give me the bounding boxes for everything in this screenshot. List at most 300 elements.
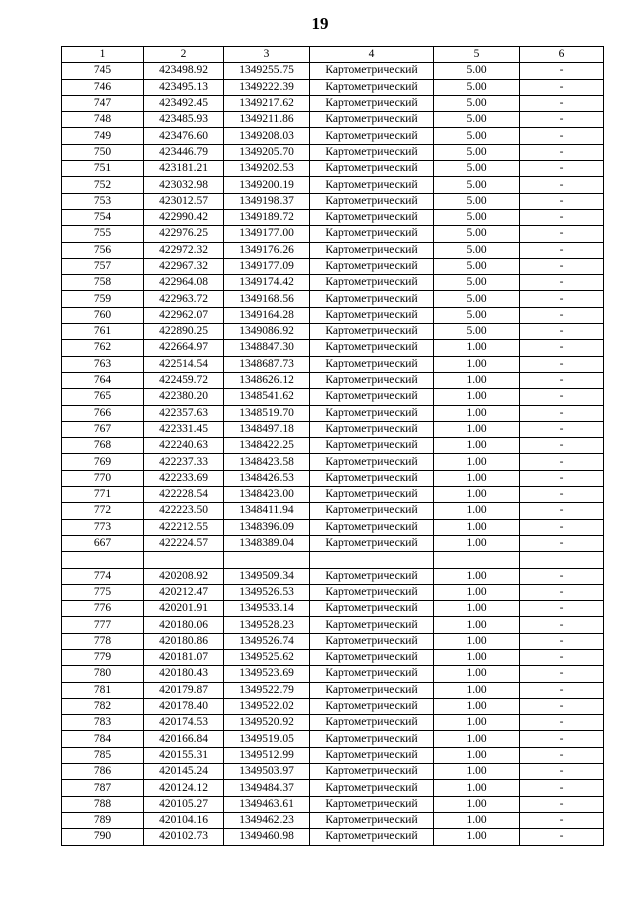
table-row xyxy=(62,144,604,160)
point-number-cell: 773 xyxy=(62,519,144,535)
description-cell: - xyxy=(520,747,604,763)
accuracy-cell: 1.00 xyxy=(434,764,520,780)
x-coordinate-cell: 420166.84 xyxy=(144,731,224,747)
table-row xyxy=(62,715,604,731)
y-coordinate-cell: 1348541.62 xyxy=(224,389,310,405)
table-row xyxy=(62,519,604,535)
method-cell: Картометрический xyxy=(310,731,434,747)
description-cell: - xyxy=(520,682,604,698)
accuracy-cell: 1.00 xyxy=(434,698,520,714)
accuracy-cell: 5.00 xyxy=(434,307,520,323)
table-row xyxy=(62,372,604,388)
point-number-cell: 747 xyxy=(62,95,144,111)
y-coordinate-cell: 1348422.25 xyxy=(224,438,310,454)
description-cell: - xyxy=(520,649,604,665)
y-coordinate-cell: 1349523.69 xyxy=(224,666,310,682)
method-cell: Картометрический xyxy=(310,633,434,649)
y-coordinate-cell: 1349460.98 xyxy=(224,829,310,845)
method-cell: Картометрический xyxy=(310,698,434,714)
accuracy-cell: 1.00 xyxy=(434,796,520,812)
x-coordinate-cell: 422963.72 xyxy=(144,291,224,307)
point-number-cell: 768 xyxy=(62,438,144,454)
y-coordinate-cell: 1349198.37 xyxy=(224,193,310,209)
x-coordinate-cell: 422964.08 xyxy=(144,275,224,291)
point-number-cell: 783 xyxy=(62,715,144,731)
method-cell xyxy=(310,552,434,568)
method-cell: Картометрический xyxy=(310,519,434,535)
point-number-cell: 756 xyxy=(62,242,144,258)
x-coordinate-cell: 422890.25 xyxy=(144,324,224,340)
y-coordinate-cell: 1349519.05 xyxy=(224,731,310,747)
accuracy-cell: 5.00 xyxy=(434,324,520,340)
x-coordinate-cell: 422976.25 xyxy=(144,226,224,242)
table-row xyxy=(62,796,604,812)
accuracy-cell: 1.00 xyxy=(434,812,520,828)
accuracy-cell: 1.00 xyxy=(434,405,520,421)
description-cell: - xyxy=(520,226,604,242)
method-cell: Картометрический xyxy=(310,601,434,617)
x-coordinate-cell: 423495.13 xyxy=(144,79,224,95)
accuracy-cell: 1.00 xyxy=(434,519,520,535)
x-coordinate-cell: 422967.32 xyxy=(144,258,224,274)
description-cell: - xyxy=(520,356,604,372)
point-number-cell: 789 xyxy=(62,812,144,828)
point-number-cell: 781 xyxy=(62,682,144,698)
point-number-cell: 750 xyxy=(62,144,144,160)
y-coordinate-cell: 1349528.23 xyxy=(224,617,310,633)
method-cell: Картометрический xyxy=(310,79,434,95)
x-coordinate-cell: 420201.91 xyxy=(144,601,224,617)
table-row xyxy=(62,421,604,437)
header-cell-3: 3 xyxy=(224,47,310,63)
description-cell: - xyxy=(520,796,604,812)
y-coordinate-cell: 1349509.34 xyxy=(224,568,310,584)
method-cell: Картометрический xyxy=(310,503,434,519)
description-cell: - xyxy=(520,389,604,405)
x-coordinate-cell: 423476.60 xyxy=(144,128,224,144)
point-number-cell: 780 xyxy=(62,666,144,682)
method-cell: Картометрический xyxy=(310,584,434,600)
y-coordinate-cell: 1349189.72 xyxy=(224,209,310,225)
table-row xyxy=(62,568,604,584)
accuracy-cell: 1.00 xyxy=(434,356,520,372)
method-cell: Картометрический xyxy=(310,715,434,731)
header-cell-4: 4 xyxy=(310,47,434,63)
method-cell: Картометрический xyxy=(310,291,434,307)
point-number-cell: 790 xyxy=(62,829,144,845)
method-cell: Картометрический xyxy=(310,796,434,812)
x-coordinate-cell: 423032.98 xyxy=(144,177,224,193)
y-coordinate-cell: 1349525.62 xyxy=(224,649,310,665)
method-cell: Картометрический xyxy=(310,812,434,828)
x-coordinate-cell: 420145.24 xyxy=(144,764,224,780)
y-coordinate-cell: 1349086.92 xyxy=(224,324,310,340)
x-coordinate-cell: 420102.73 xyxy=(144,829,224,845)
table-row xyxy=(62,601,604,617)
x-coordinate-cell: 422380.20 xyxy=(144,389,224,405)
point-number-cell: 788 xyxy=(62,796,144,812)
point-number-cell: 757 xyxy=(62,258,144,274)
accuracy-cell: 5.00 xyxy=(434,258,520,274)
y-coordinate-cell: 1349503.97 xyxy=(224,764,310,780)
accuracy-cell: 1.00 xyxy=(434,454,520,470)
method-cell: Картометрический xyxy=(310,747,434,763)
y-coordinate-cell: 1349520.92 xyxy=(224,715,310,731)
accuracy-cell: 5.00 xyxy=(434,209,520,225)
accuracy-cell: 5.00 xyxy=(434,226,520,242)
table-row xyxy=(62,193,604,209)
method-cell: Картометрический xyxy=(310,356,434,372)
description-cell: - xyxy=(520,584,604,600)
point-number-cell: 753 xyxy=(62,193,144,209)
point-number-cell: 746 xyxy=(62,79,144,95)
point-number-cell: 782 xyxy=(62,698,144,714)
x-coordinate-cell: 420124.12 xyxy=(144,780,224,796)
table-row xyxy=(62,389,604,405)
method-cell: Картометрический xyxy=(310,470,434,486)
table-header xyxy=(62,47,604,63)
point-number-cell: 771 xyxy=(62,487,144,503)
description-cell: - xyxy=(520,829,604,845)
y-coordinate-cell: 1349202.53 xyxy=(224,161,310,177)
accuracy-cell: 1.00 xyxy=(434,780,520,796)
method-cell: Картометрический xyxy=(310,487,434,503)
point-number-cell: 765 xyxy=(62,389,144,405)
table-row xyxy=(62,128,604,144)
description-cell: - xyxy=(520,503,604,519)
accuracy-cell: 1.00 xyxy=(434,617,520,633)
accuracy-cell: 1.00 xyxy=(434,438,520,454)
header-row xyxy=(62,47,604,63)
y-coordinate-cell: 1349463.61 xyxy=(224,796,310,812)
page-number: 19 xyxy=(311,14,329,33)
description-cell: - xyxy=(520,421,604,437)
method-cell: Картометрический xyxy=(310,242,434,258)
table-row xyxy=(62,405,604,421)
y-coordinate-cell: 1348426.53 xyxy=(224,470,310,486)
description-cell: - xyxy=(520,470,604,486)
point-number-cell: 759 xyxy=(62,291,144,307)
y-coordinate-cell: 1349484.37 xyxy=(224,780,310,796)
y-coordinate-cell: 1349205.70 xyxy=(224,144,310,160)
y-coordinate-cell: 1349177.09 xyxy=(224,258,310,274)
method-cell: Картометрический xyxy=(310,340,434,356)
y-coordinate-cell: 1349522.02 xyxy=(224,698,310,714)
point-number-cell: 770 xyxy=(62,470,144,486)
accuracy-cell: 1.00 xyxy=(434,535,520,551)
y-coordinate-cell: 1349522.79 xyxy=(224,682,310,698)
point-number-cell: 785 xyxy=(62,747,144,763)
description-cell: - xyxy=(520,633,604,649)
table-row xyxy=(62,698,604,714)
description-cell: - xyxy=(520,79,604,95)
x-coordinate-cell: 422514.54 xyxy=(144,356,224,372)
header-cell-2: 2 xyxy=(144,47,224,63)
method-cell: Картометрический xyxy=(310,389,434,405)
table-row xyxy=(62,535,604,551)
table-body xyxy=(62,63,604,845)
description-cell: - xyxy=(520,519,604,535)
accuracy-cell: 5.00 xyxy=(434,112,520,128)
y-coordinate-cell: 1349217.62 xyxy=(224,95,310,111)
y-coordinate-cell: 1348411.94 xyxy=(224,503,310,519)
method-cell: Картометрический xyxy=(310,275,434,291)
description-cell: - xyxy=(520,63,604,79)
description-cell: - xyxy=(520,568,604,584)
description-cell: - xyxy=(520,258,604,274)
point-number-cell: 758 xyxy=(62,275,144,291)
accuracy-cell: 5.00 xyxy=(434,79,520,95)
description-cell: - xyxy=(520,601,604,617)
point-number-cell: 748 xyxy=(62,112,144,128)
table-row xyxy=(62,324,604,340)
method-cell: Картометрический xyxy=(310,568,434,584)
table-row xyxy=(62,584,604,600)
description-cell: - xyxy=(520,144,604,160)
table-row xyxy=(62,291,604,307)
table-row xyxy=(62,666,604,682)
table-row xyxy=(62,682,604,698)
y-coordinate-cell: 1349526.74 xyxy=(224,633,310,649)
accuracy-cell: 5.00 xyxy=(434,95,520,111)
description-cell: - xyxy=(520,177,604,193)
table-row xyxy=(62,812,604,828)
description-cell: - xyxy=(520,372,604,388)
method-cell: Картометрический xyxy=(310,535,434,551)
method-cell: Картометрический xyxy=(310,829,434,845)
y-coordinate-cell: 1349176.26 xyxy=(224,242,310,258)
y-coordinate-cell: 1348626.12 xyxy=(224,372,310,388)
x-coordinate-cell: 422237.33 xyxy=(144,454,224,470)
table-row xyxy=(62,242,604,258)
table-row xyxy=(62,503,604,519)
accuracy-cell: 5.00 xyxy=(434,177,520,193)
y-coordinate-cell: 1349200.19 xyxy=(224,177,310,193)
y-coordinate-cell: 1349208.03 xyxy=(224,128,310,144)
y-coordinate-cell: 1348847.30 xyxy=(224,340,310,356)
accuracy-cell xyxy=(434,552,520,568)
method-cell: Картометрический xyxy=(310,454,434,470)
y-coordinate-cell: 1349174.42 xyxy=(224,275,310,291)
point-number-cell: 751 xyxy=(62,161,144,177)
x-coordinate-cell: 423012.57 xyxy=(144,193,224,209)
description-cell: - xyxy=(520,209,604,225)
x-coordinate-cell: 420155.31 xyxy=(144,747,224,763)
description-cell: - xyxy=(520,275,604,291)
description-cell: - xyxy=(520,487,604,503)
x-coordinate-cell: 423181.21 xyxy=(144,161,224,177)
description-cell: - xyxy=(520,405,604,421)
point-number-cell xyxy=(62,552,144,568)
description-cell: - xyxy=(520,780,604,796)
x-coordinate-cell: 420179.87 xyxy=(144,682,224,698)
x-coordinate-cell: 420180.86 xyxy=(144,633,224,649)
point-number-cell: 772 xyxy=(62,503,144,519)
x-coordinate-cell: 422357.63 xyxy=(144,405,224,421)
method-cell: Картометрический xyxy=(310,193,434,209)
y-coordinate-cell: 1348423.00 xyxy=(224,487,310,503)
x-coordinate-cell: 420180.06 xyxy=(144,617,224,633)
table-row xyxy=(62,552,604,568)
y-coordinate-cell: 1349222.39 xyxy=(224,79,310,95)
point-number-cell: 777 xyxy=(62,617,144,633)
y-coordinate-cell: 1348687.73 xyxy=(224,356,310,372)
y-coordinate-cell: 1349211.86 xyxy=(224,112,310,128)
y-coordinate-cell: 1349533.14 xyxy=(224,601,310,617)
description-cell: - xyxy=(520,242,604,258)
accuracy-cell: 5.00 xyxy=(434,128,520,144)
method-cell: Картометрический xyxy=(310,112,434,128)
table-row xyxy=(62,275,604,291)
table-row xyxy=(62,177,604,193)
method-cell: Картометрический xyxy=(310,649,434,665)
accuracy-cell: 1.00 xyxy=(434,503,520,519)
point-number-cell: 779 xyxy=(62,649,144,665)
x-coordinate-cell: 422664.97 xyxy=(144,340,224,356)
table-row xyxy=(62,79,604,95)
x-coordinate-cell: 420208.92 xyxy=(144,568,224,584)
method-cell: Картометрический xyxy=(310,144,434,160)
method-cell: Картометрический xyxy=(310,372,434,388)
description-cell: - xyxy=(520,698,604,714)
method-cell: Картометрический xyxy=(310,438,434,454)
accuracy-cell: 1.00 xyxy=(434,633,520,649)
description-cell: - xyxy=(520,128,604,144)
method-cell: Картометрический xyxy=(310,617,434,633)
accuracy-cell: 1.00 xyxy=(434,731,520,747)
table-row xyxy=(62,112,604,128)
description-cell xyxy=(520,552,604,568)
accuracy-cell: 5.00 xyxy=(434,161,520,177)
x-coordinate-cell: 423492.45 xyxy=(144,95,224,111)
table-row xyxy=(62,63,604,79)
header-cell-6: 6 xyxy=(520,47,604,63)
y-coordinate-cell: 1349164.28 xyxy=(224,307,310,323)
x-coordinate-cell: 422972.32 xyxy=(144,242,224,258)
x-coordinate-cell: 422990.42 xyxy=(144,209,224,225)
x-coordinate-cell xyxy=(144,552,224,568)
accuracy-cell: 5.00 xyxy=(434,291,520,307)
y-coordinate-cell: 1348396.09 xyxy=(224,519,310,535)
point-number-cell: 775 xyxy=(62,584,144,600)
description-cell: - xyxy=(520,291,604,307)
x-coordinate-cell: 423485.93 xyxy=(144,112,224,128)
method-cell: Картометрический xyxy=(310,128,434,144)
y-coordinate-cell xyxy=(224,552,310,568)
accuracy-cell: 1.00 xyxy=(434,372,520,388)
x-coordinate-cell: 422233.69 xyxy=(144,470,224,486)
point-number-cell: 754 xyxy=(62,209,144,225)
method-cell: Картометрический xyxy=(310,226,434,242)
accuracy-cell: 5.00 xyxy=(434,193,520,209)
point-number-cell: 761 xyxy=(62,324,144,340)
accuracy-cell: 1.00 xyxy=(434,568,520,584)
accuracy-cell: 1.00 xyxy=(434,829,520,845)
table-row xyxy=(62,617,604,633)
table-row xyxy=(62,307,604,323)
point-number-cell: 787 xyxy=(62,780,144,796)
accuracy-cell: 1.00 xyxy=(434,666,520,682)
x-coordinate-cell: 422223.50 xyxy=(144,503,224,519)
y-coordinate-cell: 1348519.70 xyxy=(224,405,310,421)
table-row xyxy=(62,340,604,356)
description-cell: - xyxy=(520,161,604,177)
y-coordinate-cell: 1348423.58 xyxy=(224,454,310,470)
description-cell: - xyxy=(520,454,604,470)
table-row xyxy=(62,454,604,470)
y-coordinate-cell: 1349462.23 xyxy=(224,812,310,828)
table-row xyxy=(62,226,604,242)
method-cell: Картометрический xyxy=(310,161,434,177)
point-number-cell: 767 xyxy=(62,421,144,437)
x-coordinate-cell: 422962.07 xyxy=(144,307,224,323)
description-cell: - xyxy=(520,324,604,340)
x-coordinate-cell: 420181.07 xyxy=(144,649,224,665)
accuracy-cell: 1.00 xyxy=(434,340,520,356)
table-row xyxy=(62,161,604,177)
accuracy-cell: 1.00 xyxy=(434,649,520,665)
accuracy-cell: 1.00 xyxy=(434,682,520,698)
point-number-cell: 766 xyxy=(62,405,144,421)
table-row xyxy=(62,470,604,486)
method-cell: Картометрический xyxy=(310,258,434,274)
description-cell: - xyxy=(520,112,604,128)
header-cell-1: 1 xyxy=(62,47,144,63)
accuracy-cell: 1.00 xyxy=(434,421,520,437)
accuracy-cell: 5.00 xyxy=(434,242,520,258)
point-number-cell: 774 xyxy=(62,568,144,584)
accuracy-cell: 1.00 xyxy=(434,601,520,617)
method-cell: Картометрический xyxy=(310,405,434,421)
x-coordinate-cell: 422459.72 xyxy=(144,372,224,388)
point-number-cell: 745 xyxy=(62,63,144,79)
header-cell-5: 5 xyxy=(434,47,520,63)
method-cell: Картометрический xyxy=(310,421,434,437)
y-coordinate-cell: 1349168.56 xyxy=(224,291,310,307)
method-cell: Картометрический xyxy=(310,324,434,340)
method-cell: Картометрический xyxy=(310,682,434,698)
y-coordinate-cell: 1348497.18 xyxy=(224,421,310,437)
description-cell: - xyxy=(520,666,604,682)
method-cell: Картометрический xyxy=(310,177,434,193)
point-number-cell: 778 xyxy=(62,633,144,649)
point-number-cell: 762 xyxy=(62,340,144,356)
table-row xyxy=(62,356,604,372)
point-number-cell: 755 xyxy=(62,226,144,242)
accuracy-cell: 1.00 xyxy=(434,747,520,763)
x-coordinate-cell: 423498.92 xyxy=(144,63,224,79)
table-row xyxy=(62,829,604,845)
accuracy-cell: 5.00 xyxy=(434,63,520,79)
accuracy-cell: 1.00 xyxy=(434,715,520,731)
x-coordinate-cell: 420212.47 xyxy=(144,584,224,600)
coordinates-table xyxy=(61,46,604,846)
y-coordinate-cell: 1349526.53 xyxy=(224,584,310,600)
method-cell: Картометрический xyxy=(310,764,434,780)
point-number-cell: 776 xyxy=(62,601,144,617)
table-row xyxy=(62,633,604,649)
method-cell: Картометрический xyxy=(310,780,434,796)
y-coordinate-cell: 1348389.04 xyxy=(224,535,310,551)
table-row xyxy=(62,731,604,747)
method-cell: Картометрический xyxy=(310,95,434,111)
description-cell: - xyxy=(520,617,604,633)
description-cell: - xyxy=(520,731,604,747)
x-coordinate-cell: 420104.16 xyxy=(144,812,224,828)
table-row xyxy=(62,438,604,454)
table-row xyxy=(62,747,604,763)
description-cell: - xyxy=(520,307,604,323)
